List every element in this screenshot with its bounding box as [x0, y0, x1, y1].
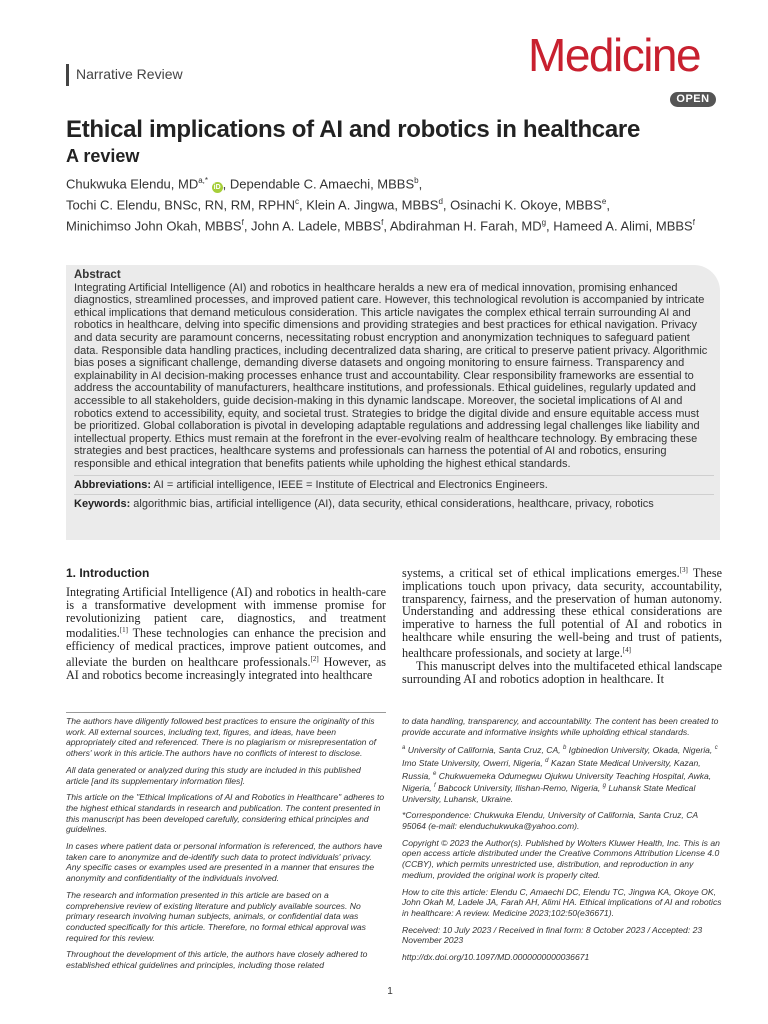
author-name[interactable]: , Klein A. Jingwa, MBBS	[299, 197, 439, 213]
abstract-divider	[74, 494, 714, 495]
affiliation: Imo State University, Owerri, Nigeria,	[402, 757, 546, 768]
doi-link[interactable]: http://dx.doi.org/10.1097/MD.0000000000036671	[402, 952, 590, 963]
keywords-text: algorithmic bias, artificial intelligence (AI), data security, ethical considerations, healthcare, privacy, robotics	[130, 498, 654, 511]
paragraph	[402, 564, 722, 660]
affiliation-mark: f	[381, 217, 384, 227]
abstract-text: Integrating Artificial Intelligence (AI) and robotics in healthcare heralds a new era of medical innovation, promising enhanced diagnostics, streamlined processes, and improved patient care. However, this technological revolution is accompanied by intricate ethical implications that demand meticulous consideration. This article navigates the complex ethical terrain surrounding AI and robotics in healthcare, delving into specific dimensions and providing strategies and best practices for ethical navigation. Privacy and data security are paramount concerns, necessitating robust encryption and anonymization techniques to safeguard patient data. Responsible data handling practices, including decentralized data sharing, are critical to preserve patient privacy. Algorithmic bias poses a significant challenge, demanding diverse datasets and ongoing monitoring to ensure fairness. Transparency and explainability in AI decision-making processes enhance trust and accountability. Clear responsibility frameworks are essential to address the accountability of manufacturers, healthcare institutions, and professionals. Ethical guidelines, regularly updated and accessible to all stakeholders, guide decision-making in this dynamic landscape. Moreover, the societal implications of AI and robotics extend to accessibility, equity, and societal trust. Strategies to bridge the digital divide and ensure equitable access must be prioritized. Global collaboration is pivotal in developing adaptable regulations and addressing legal challenges like liability and intellectual property. Ethics must remain at the forefront in the ever-evolving realm of healthcare technology. By embracing these strategies and best practices, healthcare systems and professionals can harness the potential of AI and robotics, ensuring responsible and ethical integration that benefits patients while upholding the highest ethical standards.	[74, 281, 708, 470]
author-name[interactable]: , Osinachi K. Okoye, MBBS	[442, 197, 602, 213]
affiliation: Luhansk State Medical University, Luhansk, Ukraine.	[402, 782, 696, 804]
orcid-icon[interactable]: iD	[213, 184, 221, 192]
affiliation-mark: e	[601, 197, 607, 207]
abbreviations	[74, 479, 714, 492]
author-list	[66, 172, 726, 234]
affiliation-mark: f	[241, 217, 244, 227]
abstract-divider	[74, 475, 714, 476]
author-line-3	[66, 214, 726, 234]
author-name[interactable]: , Hameed A. Alimi, MBBS	[546, 217, 693, 233]
open-access-badge: OPEN	[670, 92, 716, 107]
footnote: The authors have diligently followed best practices to ensure the originality of this work. All external sources, including text, figures, and ideas, have been appropriately cited and referenced. There is no plagiarism or misrepresentation of others' work in this article.The authors have no conflicts of interest to disclose.	[66, 716, 377, 759]
affiliation-mark: b	[414, 176, 419, 185]
abstract-heading: Abstract	[74, 269, 121, 281]
footnotes-left	[66, 716, 386, 977]
footnote: This article on the "Ethical Implications of AI and Robotics in Healthcare" adheres to the highest ethical standards in research and publication. The content presented in this manuscript has been developed carefully, considering ethical principles and guidelines.	[66, 792, 385, 835]
author-name[interactable]: , Dependable C. Amaechi, MBBS	[222, 176, 415, 192]
affiliation-mark: c	[714, 745, 718, 752]
affiliation-mark: a	[402, 745, 406, 752]
section-heading-introduction: 1. Introduction	[66, 566, 150, 580]
affiliation-mark: e	[433, 770, 437, 777]
author-name[interactable]: , John A. Ladele, MBBS	[243, 217, 382, 233]
affiliation-mark: g	[602, 783, 607, 790]
copyright-notice: Copyright © 2023 the Author(s). Published by Wolters Kluwer Health, Inc. This is an open access article distributed under the Creative Commons Attribution License 4.0 (CCBY), which permits unrestricted use, distribution, and reproduction in any medium, provided the original work is properly cited.	[402, 837, 720, 880]
section-label: Narrative Review	[76, 66, 183, 82]
affiliation-mark: a,*	[198, 176, 209, 185]
article-subtitle: A review	[66, 146, 140, 166]
keywords-label: Keywords:	[74, 498, 131, 511]
abbreviations-label: Abbreviations:	[74, 478, 152, 491]
journal-logo: Medicine	[528, 29, 701, 81]
citation-link[interactable]: [3]	[679, 566, 688, 574]
footnotes-right	[402, 716, 722, 969]
footnote: All data generated or analyzed during this study are included in this published article [and its supplementary information files].	[66, 764, 361, 786]
article-title: Ethical implications of AI and robotics in healthcare	[66, 116, 640, 143]
abstract-box	[66, 265, 720, 540]
page-number: 1	[387, 986, 393, 997]
affiliation-mark: f	[692, 217, 695, 227]
body-text: Integrating Artificial Intelligence (AI) and robotics in health-care is a transformative development with immense promise for revolutionizing patient care, diagnostics, and treatment modalities.	[66, 585, 386, 641]
citation-link[interactable]: [4]	[622, 645, 631, 654]
affiliation: Babcock University, Ilishan-Remo, Nigeria,	[435, 782, 603, 793]
citation-info: How to cite this article: Elendu C, Amaechi DC, Elendu TC, Jingwa KA, Okoye OK, John Okah M, Ladele JA, Farah AH, Alimi HA. Ethical implications of AI and robotics in healthcare: A review. Medicine 2023;102:50(e36671).	[402, 886, 722, 918]
affiliations	[402, 743, 722, 804]
author-name[interactable]: Chukwuka Elendu, MD	[66, 176, 199, 192]
citation-link[interactable]: [2]	[310, 655, 319, 664]
footnote: The research and information presented in this article are based on a comprehensive review of existing literature and publicly available sources. No primary research involving human subjects, animals, or confidential data was conducted specifically for this article. Therefore, no formal ethical approval was required for this review.	[66, 889, 366, 943]
affiliation: Igbinedion University, Okada, Nigeria,	[566, 745, 715, 756]
author-name[interactable]: Minichimso John Okah, MBBS	[66, 217, 242, 233]
footnote: Throughout the development of this article, the authors have closely adhered to established ethical guidelines and principles, including those related	[66, 949, 368, 971]
author-name[interactable]: Tochi C. Elendu, BNSc, RN, RM, RPHN	[66, 197, 296, 213]
body-text: However, as AI and robotics become increasingly integrated into healthcare	[66, 655, 386, 682]
footnote-rule	[66, 712, 386, 713]
body-text: systems, a critical set of ethical implications emerges.	[402, 566, 680, 581]
abbreviations-text: AI = artificial intelligence, IEEE = Institute of Electrical and Electronics Engineers.	[151, 478, 548, 491]
citation-link[interactable]: [1]	[119, 626, 128, 635]
affiliation-mark: g	[541, 217, 547, 227]
body-column-left	[66, 586, 386, 682]
author-line-1: Chukwuka Elendu, $MD^{a,*}$ iD , Dependable C. Amaechi, MBBS$^b$,	[66, 176, 423, 192]
received-dates: Received: 10 July 2023 / Received in final form: 8 October 2023 / Accepted: 23 November 2023	[402, 924, 703, 946]
correspondence[interactable]: *Correspondence: Chukwuka Elendu, University of California, Santa Cruz, CA 95064 (e-mail: elenduchukwuka@yahoo.com).	[402, 810, 698, 832]
author-name[interactable]: , Abdirahman H. Farah, MD	[383, 217, 542, 233]
footnote: to data handling, transparency, and accountability. The content has been created to provide accurate and informative insights while upholding ethical standards.	[402, 716, 719, 737]
affiliation: University of California, Santa Cruz, CA,	[405, 745, 563, 756]
affiliation-mark: d	[545, 757, 549, 764]
section-marker	[66, 64, 69, 86]
body-column-right	[402, 564, 722, 685]
body-text: These technologies can enhance the precision and efficiency of medical practices, improve patient outcomes, and alleviate the burden on healthcare professionals.	[66, 626, 386, 670]
keywords	[74, 498, 714, 511]
abstract-content	[74, 269, 714, 511]
affiliation-mark: f	[434, 783, 436, 790]
body-text: These implications touch upon privacy, data security, accountability, transparency, fairness, and the preservation of human autonomy. Understanding and addressing these ethical considerations are imperative to harness the full potential of AI and robotics in healthcare while ensuring the well-being and trust of patients, healthcare professionals, and society at large.	[402, 566, 722, 660]
footnote: In cases where patient data or personal information is referenced, the authors have taken care to anonymize and de-identify such data to protect individuals' privacy. Any specific cases or examples used are presented in a manner that ensures the anonymity and confidentiality of the individuals involved.	[66, 841, 383, 884]
affiliation: Chukwuemeka Odumegwu Ojukwu University Teaching Hospital, Awka, Nigeria,	[402, 770, 712, 793]
paragraph: This manuscript delves into the multifaceted ethical landscape surrounding AI and robotics adoption in healthcare. It	[402, 658, 722, 686]
affiliation-mark: d	[438, 197, 443, 207]
affiliation-mark: c	[295, 197, 300, 207]
affiliation: Kazan State Medical University, Kazan, Russia,	[402, 757, 701, 781]
author-line-2: Tochi C. Elendu, BNSc, RN, RM, RPHN$^c$, Klein A. Jingwa, MBBS$^d$, Osinachi K. Okoye, MBBS$^e$,	[66, 197, 610, 213]
affiliation-mark: b	[562, 745, 567, 752]
